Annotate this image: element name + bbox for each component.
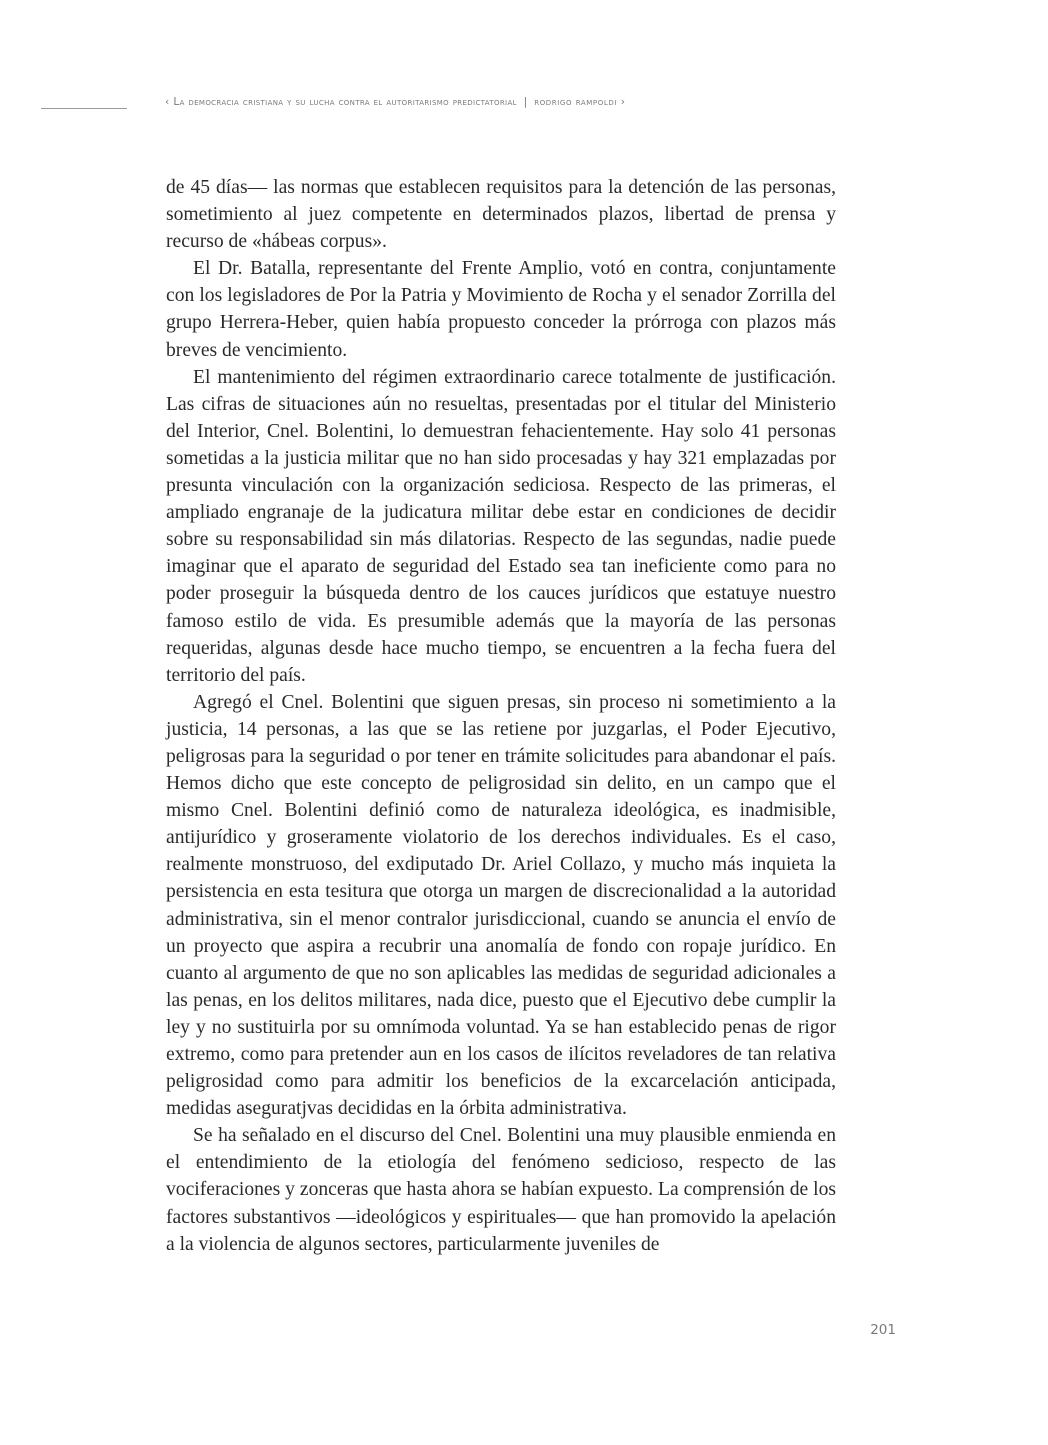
paragraph-3: El mantenimiento del régimen extraordinario carece totalmente de justificación. Las cifras de situaciones aún no resueltas, presentadas por el titular del Ministerio del Interior, Cnel. Bolentini, lo demuestran fehacientemente. Hay solo 41 personas sometidas a la justicia militar que no han sido procesadas y hay 321 emplazadas por presunta vinculación con la organización sediciosa. Respecto de las primeras, el ampliado engranaje de la judicatura militar debe estar en condiciones de decidir sobre su responsabilidad sin más dilatorias. Respecto de las segundas, nadie puede imaginar que el aparato de seguridad del Estado sea tan ineficiente como para no poder proseguir la búsqueda dentro de los cauces jurídicos que estatuye nuestro famoso estilo de vida. Es presumible además que la mayoría de las personas requeridas, algunas desde hace mucho tiempo, se encuentren a la fecha fuera del territorio del país. [166, 366, 836, 686]
header-open-mark: ‹ [165, 96, 170, 108]
paragraph-2: El Dr. Batalla, representante del Frente Amplio, votó en contra, conjuntamente con los legisladores de Por la Patria y Movimiento de Rocha y el senador Zorrilla del grupo Herrera-Heber, quien había propuesto conceder la prórroga con plazos más breves de vencimiento. [166, 258, 836, 361]
paragraph-5: Se ha señalado en el discurso del Cnel. Bolentini una muy plausible enmienda en el entendimiento de la etiología del fenómeno sedicioso, respecto de las vociferaciones y zonceras que hasta ahora se habían expuesto. La comprensión de los factores substantivos —ideológicos y espirituales— que han promovido la apelación a la violencia de algunos sectores, particularmente juveniles de [166, 1125, 836, 1255]
running-header [165, 96, 865, 108]
header-rule [41, 108, 127, 109]
paragraph-4: Agregó el Cnel. Bolentini que siguen presas, sin proceso ni sometimiento a la justicia, 14 personas, a las que se las retiene por juzgarlas, el Poder Ejecutivo, peligrosas para la seguridad o por tener en trámite solicitudes para abandonar el país. Hemos dicho que este concepto de peligrosidad sin delito, en un campo que el mismo Cnel. Bolentini definió como de naturaleza ideológica, es inadmisible, antijurídico y groseramente violatorio de los derechos individuales. Es el caso, realmente monstruoso, del exdiputado Dr. Ariel Collazo, y mucho más inquieta la persistencia en esta tesitura que otorga un margen de discrecionalidad a la autoridad administrativa, sin el menor contralor jurisdiccional, cuando se anuncia el envío de un proyecto que aspira a recubrir una anomalía de fondo con ropaje jurídico. En cuanto al argumento de que no son aplicables las medidas de seguridad adicionales a las penas, en los delitos militares, nada dice, puesto que el Ejecutivo debe cumplir la ley y no sustituirla por su omnímoda voluntad. Ya se han establecido penas de rigor extremo, como para pretender aun en los casos de ilícitos reveladores de tan relativa peligrosidad como para admitir los beneficios de la excarcelación anticipada, medidas aseguratjvas decididas en la órbita administrativa. [166, 691, 836, 1120]
header-title: La democracia cristiana y su lucha contra el autoritarismo predictatorial [173, 96, 517, 108]
header-separator: | [523, 96, 528, 108]
paragraph-1: de 45 días— las normas que establecen requisitos para la detención de las personas, sometimiento al juez competente en determinados plazos, libertad de prensa y recurso de «hábeas corpus». [166, 177, 836, 253]
page-number: 201 [870, 1322, 896, 1338]
header-author: rodrigo rampoldi [534, 97, 618, 108]
header-close-mark: › [620, 96, 626, 108]
body-text [166, 174, 836, 1258]
